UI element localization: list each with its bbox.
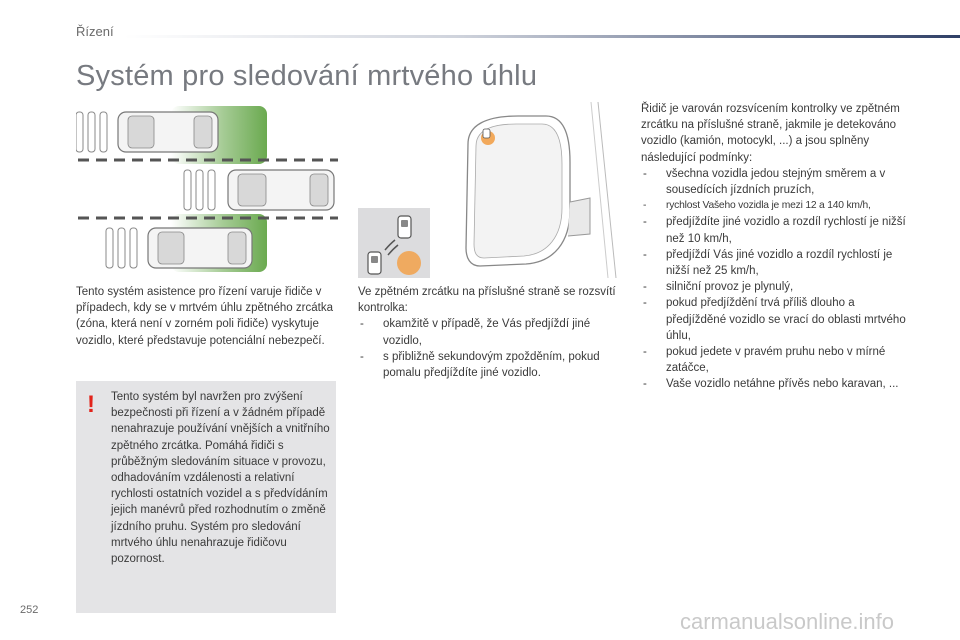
list-item: - Vaše vozidlo netáhne přívěs nebo karavan, ... [641, 376, 911, 392]
list-item: - pokud předjíždění trvá příliš dlouho a předjížděné vozidlo se vrací do oblasti mrtvého úhlu, [641, 295, 911, 344]
door-frame [598, 102, 616, 278]
warning-text: Tento systém byl navržen pro zvýšení bezpečnosti při řízení a v žádném případě nenahrazuje používání vnějších a vnitřního zpětného zrcátka. Pomáhá řidiči s průběžným sledováním situace v provozu, odhadováním vzdálenosti a relativní rychlosti ostatních vozidel a s předvídáním jejich manévrů před rozhodnutím o změně jízdního pruhu. Systém pro sledování mrtvého úhlu nenahrazuje řidičovu pozornost. [111, 391, 330, 566]
list-item: - silniční provoz je plynulý, [641, 279, 911, 295]
conditions-list [641, 166, 911, 393]
vehicle-top [76, 112, 218, 152]
list-item: - všechna vozidla jedou stejným směrem a v sousedících jízdních pruzích, [641, 166, 911, 198]
intro-paragraph: Tento systém asistence pro řízení varuje řidiče v případech, kdy se v mrtvém úhlu zpětného zrcátka (zóna, která není v zorném poli řidiče) vyskytuje vozidlo, které představuje potenciální nebezpečí. [76, 286, 333, 347]
vehicle-own [184, 170, 334, 210]
watermark: carmanualsonline.info [680, 609, 895, 634]
list-item: - s přibližně sekundovým zpožděním, pokud pomalu předjíždíte jiné vozidlo. [358, 349, 620, 381]
mirror-conditions-list [358, 316, 620, 381]
section-header-label: Řízení [76, 24, 114, 39]
section-header-bar [124, 35, 960, 38]
blind-spot-road-illustration [76, 102, 338, 274]
list-item: - předjíždíte jiné vozidlo a rozdíl rychlostí je nižší než 10 km/h, [641, 214, 911, 246]
mirror-indicator-section [358, 284, 620, 381]
exclamation-icon: ! [87, 391, 95, 418]
conditions-intro: Řidič je varován rozsvícením kontrolky ve zpětném zrcátku na příslušné straně, jakmile je detekováno vozidlo (kamión, motocykl, ...) a jsou splněny následující podmínky: [641, 103, 900, 164]
warning-box [76, 381, 336, 613]
warning-conditions-section [641, 101, 911, 393]
vehicle-bottom [106, 228, 252, 268]
list-item: - rychlost Vašeho vozidla je mezi 12 a 140 km/h, [641, 198, 911, 214]
page-title: Systém pro sledování mrtvého úhlu [76, 60, 538, 92]
list-item: - předjíždí Vás jiné vozidlo a rozdíl rychlostí je nižší než 25 km/h, [641, 247, 911, 279]
list-item: - pokud jedete v pravém pruhu nebo v mírné zatáčce, [641, 344, 911, 376]
mirror-intro: Ve zpětném zrcátku na příslušné straně se rozsvítí kontrolka: [358, 286, 616, 315]
mirror-indicator-illustration [358, 102, 620, 278]
list-item: - okamžitě v případě, že Vás předjíždí jiné vozidlo, [358, 316, 620, 348]
page-number: 252 [20, 604, 39, 616]
